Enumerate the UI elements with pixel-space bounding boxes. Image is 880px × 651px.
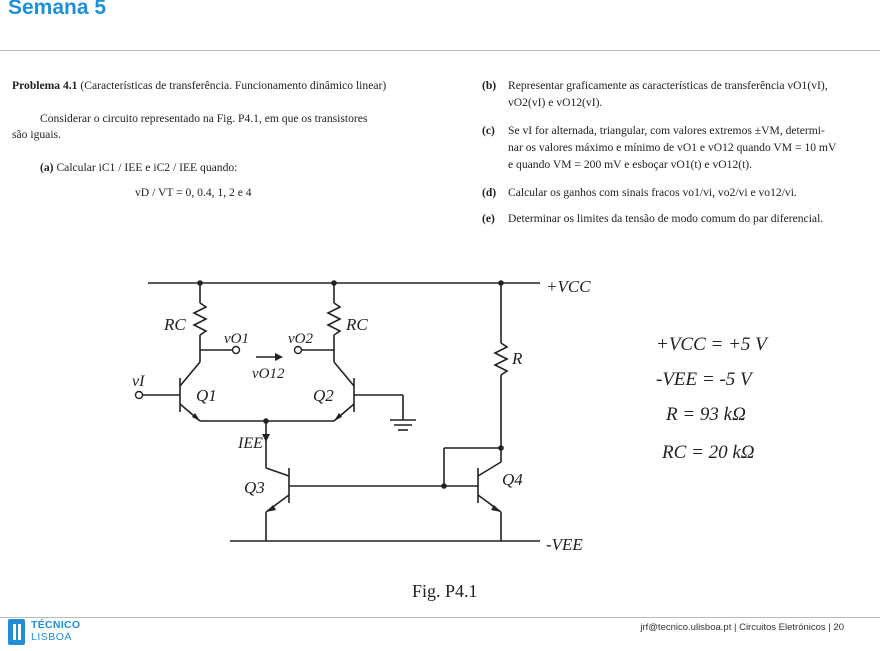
item-c-line-3: e quando VM = 200 mV e esboçar vO1(t) e vO12(t).: [508, 158, 753, 171]
r-value: R = 93 kΩ: [666, 404, 746, 425]
vcc-value: +VCC = +5 V: [656, 334, 767, 355]
vcc-label: +VCC: [546, 277, 591, 296]
item-e-text: Determinar os limites da tensão de modo comum do par diferencial.: [508, 212, 824, 225]
problem-number: Problema 4.1: [12, 79, 78, 92]
r-label: R: [512, 349, 523, 368]
vi-label: vI: [132, 373, 145, 390]
iee-label: IEE: [238, 435, 263, 452]
item-a-label: (a): [40, 161, 54, 174]
vo1-label: vO1: [224, 331, 249, 347]
rc-value: RC = 20 kΩ: [662, 442, 755, 463]
tecnico-logo: [8, 619, 128, 649]
vee-value: -VEE = -5 V: [656, 369, 752, 390]
vo12-label: vO12: [252, 366, 285, 382]
item-d-text: Calcular os ganhos com sinais fracos vo1/vi, vo2/vi e vo12/vi.: [508, 186, 797, 199]
footer-text: jrf@tecnico.ulisboa.pt | Circuitos Eletrónicos | 20: [640, 622, 844, 633]
q4-label: Q4: [502, 470, 523, 489]
item-a-values: vD / VT = 0, 0.4, 1, 2 e 4: [135, 186, 252, 199]
logo-line-2: LISBOA: [31, 631, 72, 643]
q2-label: Q2: [313, 386, 334, 405]
logo-line-1: TÉCNICO: [31, 619, 81, 631]
tecnico-logo-icon: [8, 619, 25, 645]
q3-label: Q3: [244, 478, 265, 497]
item-a-text: Calcular iC1 / IEE e iC2 / IEE quando:: [56, 161, 238, 174]
item-b-label: (b): [482, 79, 497, 92]
rc2-label: RC: [346, 315, 368, 334]
rc1-label: RC: [164, 315, 186, 334]
intro-line-2: são iguais.: [12, 128, 61, 141]
q1-label: Q1: [196, 386, 217, 405]
item-c-line-1: Se vI for alternada, triangular, com valores extremos ±VM, determi-: [508, 124, 825, 137]
item-c-label: (c): [482, 124, 495, 137]
page-title: Semana 5: [8, 0, 107, 19]
intro-line-1: Considerar o circuito representado na Fig. P4.1, em que os transistores: [40, 112, 368, 125]
figure-caption: Fig. P4.1: [412, 581, 478, 601]
vee-label: -VEE: [546, 535, 583, 554]
item-b-line-2: vO2(vI) e vO12(vI).: [508, 96, 603, 109]
item-b-line-1: Representar graficamente as características de transferência vO1(vI),: [508, 79, 828, 92]
problem-subtitle: (Características de transferência. Funcionamento dinâmico linear): [80, 79, 387, 92]
item-d-label: (d): [482, 186, 497, 199]
item-e-label: (e): [482, 212, 495, 225]
vo2-label: vO2: [288, 331, 313, 347]
bottom-divider: [0, 617, 880, 618]
item-c-line-2: nar os valores máximo e mínimo de vO1 e vO12 quando VM = 10 mV: [508, 141, 837, 154]
